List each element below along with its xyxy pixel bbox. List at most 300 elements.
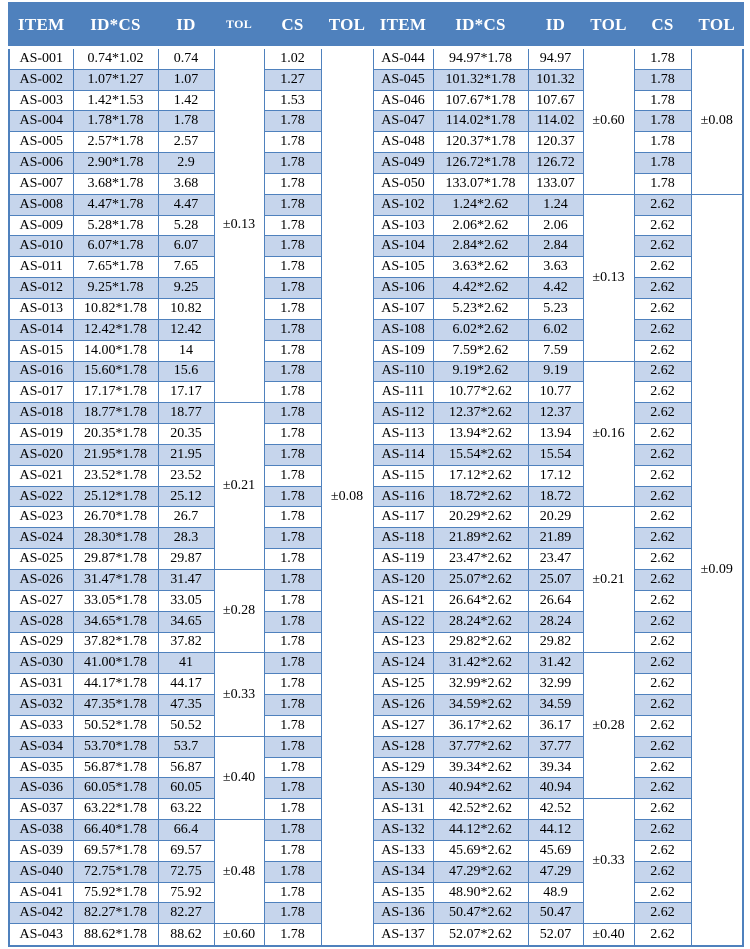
item-cell-right: AS-125 xyxy=(373,674,433,695)
idcs-cell-right: 21.89*2.62 xyxy=(433,528,528,549)
idcs-cell-right: 40.94*2.62 xyxy=(433,778,528,799)
id-cell-left: 60.05 xyxy=(158,778,214,799)
cs-cell-left: 1.78 xyxy=(264,924,321,946)
item-cell-left: AS-039 xyxy=(9,840,73,861)
idcs-cell-right: 4.42*2.62 xyxy=(433,278,528,299)
cs-cell-left: 1.78 xyxy=(264,361,321,382)
item-cell-left: AS-031 xyxy=(9,674,73,695)
idcs-cell-left: 6.07*1.78 xyxy=(73,236,158,257)
idcs-cell-left: 4.47*1.78 xyxy=(73,194,158,215)
item-cell-left: AS-016 xyxy=(9,361,73,382)
item-cell-right: AS-116 xyxy=(373,486,433,507)
id-cell-left: 2.9 xyxy=(158,153,214,174)
item-cell-left: AS-033 xyxy=(9,715,73,736)
id-cell-left: 63.22 xyxy=(158,799,214,820)
cs-cell-left: 1.78 xyxy=(264,340,321,361)
id-cell-left: 72.75 xyxy=(158,861,214,882)
idcs-cell-left: 21.95*1.78 xyxy=(73,444,158,465)
cs-cell-left: 1.78 xyxy=(264,903,321,924)
id-cell-left: 15.6 xyxy=(158,361,214,382)
col-header-idtol-left: TOL xyxy=(214,3,264,47)
id-tol-cell-right: ±0.28 xyxy=(583,653,634,799)
idcs-cell-right: 101.32*1.78 xyxy=(433,69,528,90)
item-cell-left: AS-042 xyxy=(9,903,73,924)
item-cell-left: AS-002 xyxy=(9,69,73,90)
item-cell-right: AS-126 xyxy=(373,695,433,716)
id-tol-cell-left: ±0.13 xyxy=(214,47,264,403)
cs-cell-right: 2.62 xyxy=(634,507,691,528)
idcs-cell-right: 52.07*2.62 xyxy=(433,924,528,946)
id-cell-left: 6.07 xyxy=(158,236,214,257)
col-header-id-left: ID xyxy=(158,3,214,47)
idcs-cell-left: 23.52*1.78 xyxy=(73,465,158,486)
item-cell-left: AS-012 xyxy=(9,278,73,299)
cs-cell-left: 1.53 xyxy=(264,90,321,111)
idcs-cell-left: 50.52*1.78 xyxy=(73,715,158,736)
cs-cell-left: 1.78 xyxy=(264,590,321,611)
idcs-cell-right: 23.47*2.62 xyxy=(433,549,528,570)
cs-cell-right: 2.62 xyxy=(634,778,691,799)
cs-cell-left: 1.78 xyxy=(264,173,321,194)
cs-cell-right: 2.62 xyxy=(634,757,691,778)
item-cell-right: AS-046 xyxy=(373,90,433,111)
cs-cell-right: 1.78 xyxy=(634,90,691,111)
item-cell-right: AS-112 xyxy=(373,403,433,424)
idcs-cell-right: 34.59*2.62 xyxy=(433,695,528,716)
item-cell-right: AS-105 xyxy=(373,257,433,278)
id-cell-right: 20.29 xyxy=(528,507,583,528)
idcs-cell-left: 1.78*1.78 xyxy=(73,111,158,132)
cs-cell-left: 1.78 xyxy=(264,319,321,340)
item-cell-left: AS-029 xyxy=(9,632,73,653)
idcs-cell-right: 5.23*2.62 xyxy=(433,299,528,320)
id-cell-left: 12.42 xyxy=(158,319,214,340)
id-cell-left: 31.47 xyxy=(158,569,214,590)
table-body xyxy=(9,47,743,946)
cs-cell-right: 2.62 xyxy=(634,194,691,215)
idcs-cell-left: 33.05*1.78 xyxy=(73,590,158,611)
id-cell-left: 50.52 xyxy=(158,715,214,736)
cs-cell-right: 2.62 xyxy=(634,840,691,861)
id-cell-right: 23.47 xyxy=(528,549,583,570)
item-cell-left: AS-023 xyxy=(9,507,73,528)
idcs-cell-right: 2.06*2.62 xyxy=(433,215,528,236)
idcs-cell-right: 31.42*2.62 xyxy=(433,653,528,674)
cs-cell-left: 1.78 xyxy=(264,486,321,507)
idcs-cell-left: 47.35*1.78 xyxy=(73,695,158,716)
idcs-cell-left: 9.25*1.78 xyxy=(73,278,158,299)
id-cell-right: 107.67 xyxy=(528,90,583,111)
item-cell-left: AS-003 xyxy=(9,90,73,111)
id-cell-left: 47.35 xyxy=(158,695,214,716)
id-cell-left: 17.17 xyxy=(158,382,214,403)
item-cell-right: AS-107 xyxy=(373,299,433,320)
item-cell-left: AS-020 xyxy=(9,444,73,465)
idcs-cell-right: 42.52*2.62 xyxy=(433,799,528,820)
item-cell-left: AS-034 xyxy=(9,736,73,757)
id-cell-left: 69.57 xyxy=(158,840,214,861)
idcs-cell-left: 41.00*1.78 xyxy=(73,653,158,674)
item-cell-right: AS-123 xyxy=(373,632,433,653)
id-tol-cell-right: ±0.40 xyxy=(583,924,634,946)
id-cell-right: 7.59 xyxy=(528,340,583,361)
item-cell-left: AS-040 xyxy=(9,861,73,882)
cs-cell-right: 1.78 xyxy=(634,47,691,69)
idcs-cell-right: 6.02*2.62 xyxy=(433,319,528,340)
idcs-cell-right: 47.29*2.62 xyxy=(433,861,528,882)
cs-cell-right: 2.62 xyxy=(634,257,691,278)
col-header-item-right: ITEM xyxy=(373,3,433,47)
col-header-cstol-left: TOL xyxy=(321,3,373,47)
cs-cell-left: 1.78 xyxy=(264,132,321,153)
id-cell-right: 47.29 xyxy=(528,861,583,882)
item-cell-right: AS-117 xyxy=(373,507,433,528)
cs-cell-left: 1.78 xyxy=(264,695,321,716)
idcs-cell-right: 18.72*2.62 xyxy=(433,486,528,507)
cs-tol-cell-left: ±0.08 xyxy=(321,47,373,946)
cs-cell-left: 1.78 xyxy=(264,569,321,590)
id-cell-right: 29.82 xyxy=(528,632,583,653)
cs-cell-left: 1.78 xyxy=(264,299,321,320)
item-cell-right: AS-048 xyxy=(373,132,433,153)
idcs-cell-left: 34.65*1.78 xyxy=(73,611,158,632)
idcs-cell-right: 120.37*1.78 xyxy=(433,132,528,153)
item-cell-right: AS-049 xyxy=(373,153,433,174)
cs-cell-left: 1.78 xyxy=(264,153,321,174)
idcs-cell-right: 133.07*1.78 xyxy=(433,173,528,194)
id-cell-left: 1.78 xyxy=(158,111,214,132)
item-cell-right: AS-103 xyxy=(373,215,433,236)
idcs-cell-right: 114.02*1.78 xyxy=(433,111,528,132)
cs-cell-right: 2.62 xyxy=(634,736,691,757)
cs-cell-right: 2.62 xyxy=(634,528,691,549)
cs-cell-left: 1.78 xyxy=(264,507,321,528)
item-cell-right: AS-137 xyxy=(373,924,433,946)
idcs-cell-left: 7.65*1.78 xyxy=(73,257,158,278)
id-cell-right: 4.42 xyxy=(528,278,583,299)
id-tol-cell-right: ±0.60 xyxy=(583,47,634,194)
idcs-cell-right: 50.47*2.62 xyxy=(433,903,528,924)
id-cell-left: 41 xyxy=(158,653,214,674)
size-table xyxy=(8,2,744,947)
idcs-cell-left: 20.35*1.78 xyxy=(73,424,158,445)
item-cell-left: AS-006 xyxy=(9,153,73,174)
cs-cell-left: 1.78 xyxy=(264,820,321,841)
item-cell-left: AS-019 xyxy=(9,424,73,445)
id-cell-left: 18.77 xyxy=(158,403,214,424)
item-cell-left: AS-021 xyxy=(9,465,73,486)
id-cell-left: 7.65 xyxy=(158,257,214,278)
id-cell-right: 48.9 xyxy=(528,882,583,903)
id-cell-right: 50.47 xyxy=(528,903,583,924)
id-cell-left: 4.47 xyxy=(158,194,214,215)
id-cell-right: 2.84 xyxy=(528,236,583,257)
id-tol-cell-left: ±0.48 xyxy=(214,820,264,924)
item-cell-right: AS-133 xyxy=(373,840,433,861)
id-cell-left: 1.07 xyxy=(158,69,214,90)
id-cell-left: 33.05 xyxy=(158,590,214,611)
idcs-cell-right: 7.59*2.62 xyxy=(433,340,528,361)
cs-cell-right: 2.62 xyxy=(634,424,691,445)
table-row xyxy=(9,799,743,820)
id-cell-left: 25.12 xyxy=(158,486,214,507)
item-cell-left: AS-032 xyxy=(9,695,73,716)
id-tol-cell-left: ±0.33 xyxy=(214,653,264,736)
item-cell-right: AS-131 xyxy=(373,799,433,820)
id-cell-left: 44.17 xyxy=(158,674,214,695)
item-cell-right: AS-127 xyxy=(373,715,433,736)
id-cell-right: 45.69 xyxy=(528,840,583,861)
cs-cell-left: 1.78 xyxy=(264,715,321,736)
idcs-cell-left: 72.75*1.78 xyxy=(73,861,158,882)
cs-cell-left: 1.78 xyxy=(264,194,321,215)
item-cell-right: AS-115 xyxy=(373,465,433,486)
item-cell-left: AS-025 xyxy=(9,549,73,570)
idcs-cell-left: 53.70*1.78 xyxy=(73,736,158,757)
id-cell-left: 34.65 xyxy=(158,611,214,632)
id-cell-left: 0.74 xyxy=(158,47,214,69)
idcs-cell-right: 15.54*2.62 xyxy=(433,444,528,465)
item-cell-left: AS-017 xyxy=(9,382,73,403)
cs-cell-right: 2.62 xyxy=(634,549,691,570)
cs-cell-right: 2.62 xyxy=(634,882,691,903)
idcs-cell-left: 3.68*1.78 xyxy=(73,173,158,194)
table-row xyxy=(9,361,743,382)
item-cell-right: AS-102 xyxy=(373,194,433,215)
item-cell-right: AS-044 xyxy=(373,47,433,69)
cs-cell-left: 1.78 xyxy=(264,528,321,549)
cs-cell-right: 2.62 xyxy=(634,278,691,299)
idcs-cell-left: 31.47*1.78 xyxy=(73,569,158,590)
id-cell-right: 36.17 xyxy=(528,715,583,736)
id-tol-cell-right: ±0.16 xyxy=(583,361,634,507)
idcs-cell-left: 56.87*1.78 xyxy=(73,757,158,778)
id-cell-right: 120.37 xyxy=(528,132,583,153)
item-cell-right: AS-124 xyxy=(373,653,433,674)
id-cell-left: 3.68 xyxy=(158,173,214,194)
cs-cell-right: 2.62 xyxy=(634,820,691,841)
item-cell-left: AS-004 xyxy=(9,111,73,132)
cs-cell-right: 1.78 xyxy=(634,173,691,194)
idcs-cell-right: 25.07*2.62 xyxy=(433,569,528,590)
idcs-cell-right: 39.34*2.62 xyxy=(433,757,528,778)
idcs-cell-right: 20.29*2.62 xyxy=(433,507,528,528)
id-cell-right: 9.19 xyxy=(528,361,583,382)
cs-cell-left: 1.78 xyxy=(264,424,321,445)
cs-cell-right: 2.62 xyxy=(634,299,691,320)
cs-cell-left: 1.78 xyxy=(264,861,321,882)
idcs-cell-left: 60.05*1.78 xyxy=(73,778,158,799)
item-cell-left: AS-008 xyxy=(9,194,73,215)
cs-cell-left: 1.78 xyxy=(264,382,321,403)
item-cell-left: AS-027 xyxy=(9,590,73,611)
item-cell-left: AS-011 xyxy=(9,257,73,278)
idcs-cell-left: 25.12*1.78 xyxy=(73,486,158,507)
cs-cell-left: 1.78 xyxy=(264,632,321,653)
id-tol-cell-left: ±0.28 xyxy=(214,569,264,652)
item-cell-left: AS-041 xyxy=(9,882,73,903)
idcs-cell-right: 44.12*2.62 xyxy=(433,820,528,841)
item-cell-right: AS-120 xyxy=(373,569,433,590)
item-cell-right: AS-119 xyxy=(373,549,433,570)
id-cell-left: 2.57 xyxy=(158,132,214,153)
item-cell-left: AS-037 xyxy=(9,799,73,820)
item-cell-right: AS-111 xyxy=(373,382,433,403)
cs-cell-right: 2.62 xyxy=(634,569,691,590)
cs-cell-right: 2.62 xyxy=(634,674,691,695)
cs-cell-left: 1.78 xyxy=(264,549,321,570)
idcs-cell-right: 1.24*2.62 xyxy=(433,194,528,215)
idcs-cell-left: 17.17*1.78 xyxy=(73,382,158,403)
idcs-cell-right: 32.99*2.62 xyxy=(433,674,528,695)
cs-cell-left: 1.78 xyxy=(264,236,321,257)
idcs-cell-right: 107.67*1.78 xyxy=(433,90,528,111)
item-cell-left: AS-005 xyxy=(9,132,73,153)
id-cell-right: 3.63 xyxy=(528,257,583,278)
item-cell-left: AS-007 xyxy=(9,173,73,194)
item-cell-right: AS-136 xyxy=(373,903,433,924)
idcs-cell-left: 66.40*1.78 xyxy=(73,820,158,841)
item-cell-left: AS-010 xyxy=(9,236,73,257)
cs-tol-cell-right: ±0.09 xyxy=(691,194,743,946)
idcs-cell-left: 2.90*1.78 xyxy=(73,153,158,174)
id-cell-right: 126.72 xyxy=(528,153,583,174)
id-cell-right: 21.89 xyxy=(528,528,583,549)
id-cell-left: 56.87 xyxy=(158,757,214,778)
cs-cell-right: 1.78 xyxy=(634,153,691,174)
id-cell-left: 5.28 xyxy=(158,215,214,236)
idcs-cell-left: 1.42*1.53 xyxy=(73,90,158,111)
item-cell-right: AS-121 xyxy=(373,590,433,611)
id-cell-right: 28.24 xyxy=(528,611,583,632)
cs-cell-right: 2.62 xyxy=(634,382,691,403)
item-cell-right: AS-047 xyxy=(373,111,433,132)
item-cell-right: AS-130 xyxy=(373,778,433,799)
item-cell-right: AS-128 xyxy=(373,736,433,757)
id-cell-right: 40.94 xyxy=(528,778,583,799)
cs-cell-right: 2.62 xyxy=(634,632,691,653)
cs-cell-left: 1.78 xyxy=(264,465,321,486)
cs-cell-left: 1.78 xyxy=(264,111,321,132)
cs-cell-left: 1.27 xyxy=(264,69,321,90)
item-cell-left: AS-030 xyxy=(9,653,73,674)
item-cell-left: AS-015 xyxy=(9,340,73,361)
cs-cell-right: 2.62 xyxy=(634,403,691,424)
cs-cell-right: 2.62 xyxy=(634,715,691,736)
header-row xyxy=(9,3,743,47)
idcs-cell-left: 12.42*1.78 xyxy=(73,319,158,340)
table-row xyxy=(9,924,743,946)
item-cell-right: AS-050 xyxy=(373,173,433,194)
col-header-item-left: ITEM xyxy=(9,3,73,47)
item-cell-right: AS-134 xyxy=(373,861,433,882)
col-header-cs-right: CS xyxy=(634,3,691,47)
col-header-idcs-left: ID*CS xyxy=(73,3,158,47)
cs-cell-right: 1.78 xyxy=(634,132,691,153)
idcs-cell-left: 75.92*1.78 xyxy=(73,882,158,903)
item-cell-right: AS-110 xyxy=(373,361,433,382)
item-cell-right: AS-113 xyxy=(373,424,433,445)
cs-cell-right: 2.62 xyxy=(634,653,691,674)
item-cell-left: AS-001 xyxy=(9,47,73,69)
item-cell-left: AS-018 xyxy=(9,403,73,424)
idcs-cell-right: 2.84*2.62 xyxy=(433,236,528,257)
id-cell-right: 10.77 xyxy=(528,382,583,403)
idcs-cell-right: 3.63*2.62 xyxy=(433,257,528,278)
col-header-idcs-right: ID*CS xyxy=(433,3,528,47)
id-cell-right: 44.12 xyxy=(528,820,583,841)
item-cell-left: AS-043 xyxy=(9,924,73,946)
id-cell-left: 9.25 xyxy=(158,278,214,299)
cs-cell-right: 2.62 xyxy=(634,861,691,882)
idcs-cell-right: 17.12*2.62 xyxy=(433,465,528,486)
table-header xyxy=(9,3,743,47)
id-tol-cell-right: ±0.21 xyxy=(583,507,634,653)
id-cell-right: 2.06 xyxy=(528,215,583,236)
id-cell-right: 42.52 xyxy=(528,799,583,820)
cs-cell-left: 1.78 xyxy=(264,611,321,632)
item-cell-right: AS-104 xyxy=(373,236,433,257)
item-cell-right: AS-129 xyxy=(373,757,433,778)
idcs-cell-left: 14.00*1.78 xyxy=(73,340,158,361)
idcs-cell-right: 48.90*2.62 xyxy=(433,882,528,903)
item-cell-left: AS-014 xyxy=(9,319,73,340)
id-cell-left: 53.7 xyxy=(158,736,214,757)
id-cell-right: 5.23 xyxy=(528,299,583,320)
cs-cell-right: 2.62 xyxy=(634,611,691,632)
cs-cell-right: 2.62 xyxy=(634,236,691,257)
cs-cell-left: 1.78 xyxy=(264,674,321,695)
item-cell-left: AS-038 xyxy=(9,820,73,841)
item-cell-right: AS-109 xyxy=(373,340,433,361)
id-tol-cell-left: ±0.40 xyxy=(214,736,264,819)
id-cell-left: 14 xyxy=(158,340,214,361)
cs-cell-left: 1.78 xyxy=(264,278,321,299)
id-cell-left: 29.87 xyxy=(158,549,214,570)
table-row xyxy=(9,653,743,674)
cs-cell-right: 2.62 xyxy=(634,799,691,820)
id-cell-right: 6.02 xyxy=(528,319,583,340)
cs-cell-right: 2.62 xyxy=(634,903,691,924)
id-tol-cell-right: ±0.33 xyxy=(583,799,634,924)
id-tol-cell-left: ±0.60 xyxy=(214,924,264,946)
idcs-cell-right: 45.69*2.62 xyxy=(433,840,528,861)
idcs-cell-left: 69.57*1.78 xyxy=(73,840,158,861)
idcs-cell-left: 88.62*1.78 xyxy=(73,924,158,946)
id-cell-right: 34.59 xyxy=(528,695,583,716)
cs-cell-left: 1.78 xyxy=(264,757,321,778)
cs-cell-left: 1.78 xyxy=(264,799,321,820)
idcs-cell-right: 13.94*2.62 xyxy=(433,424,528,445)
id-cell-right: 32.99 xyxy=(528,674,583,695)
idcs-cell-right: 28.24*2.62 xyxy=(433,611,528,632)
id-cell-left: 23.52 xyxy=(158,465,214,486)
item-cell-left: AS-035 xyxy=(9,757,73,778)
item-cell-right: AS-132 xyxy=(373,820,433,841)
item-cell-left: AS-013 xyxy=(9,299,73,320)
cs-cell-left: 1.78 xyxy=(264,736,321,757)
cs-cell-right: 2.62 xyxy=(634,924,691,946)
id-cell-left: 20.35 xyxy=(158,424,214,445)
idcs-cell-left: 1.07*1.27 xyxy=(73,69,158,90)
idcs-cell-right: 12.37*2.62 xyxy=(433,403,528,424)
cs-cell-right: 2.62 xyxy=(634,486,691,507)
idcs-cell-right: 9.19*2.62 xyxy=(433,361,528,382)
id-cell-right: 18.72 xyxy=(528,486,583,507)
cs-cell-right: 2.62 xyxy=(634,590,691,611)
col-header-cstol-right: TOL xyxy=(691,3,743,47)
id-cell-left: 26.7 xyxy=(158,507,214,528)
